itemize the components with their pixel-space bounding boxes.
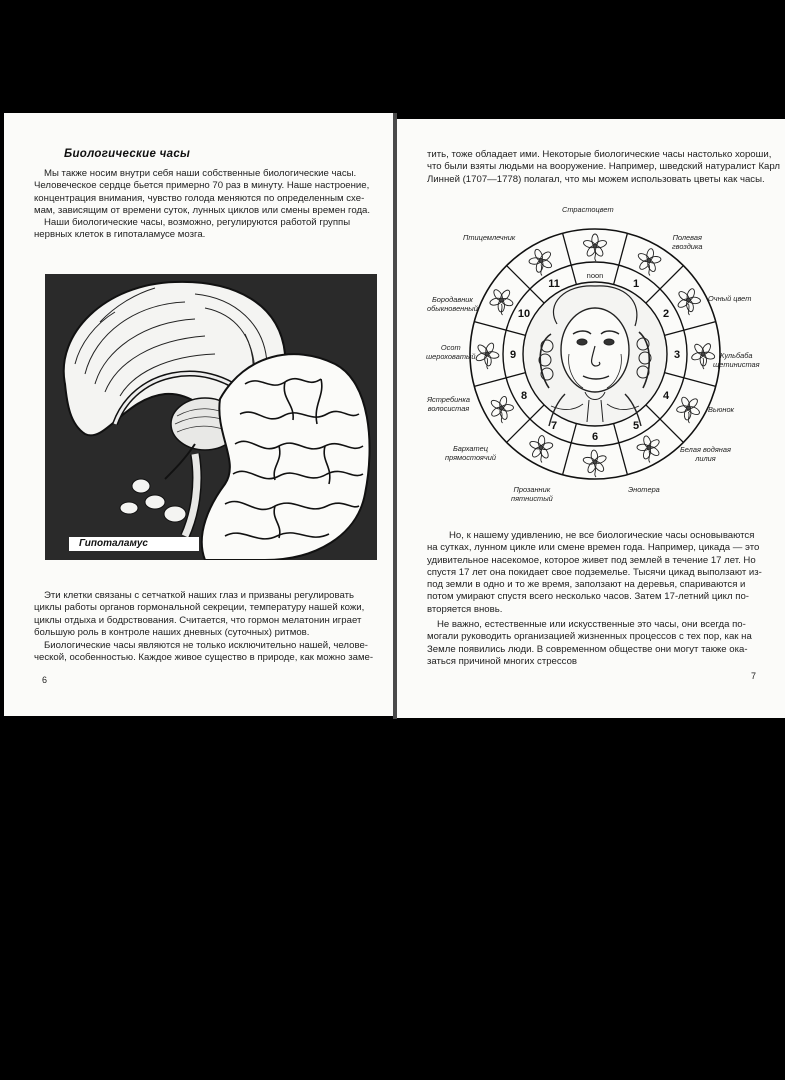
retina-paragraph [34, 590, 374, 639]
text-line: нервных клеток в гипоталамусе мозга. [34, 229, 206, 241]
caption-osot: Осот шероховатый [426, 343, 476, 361]
caption-barkhatets: Бархатец прямостоячий [445, 444, 496, 462]
clock-hour-number: 2 [662, 308, 670, 320]
text-line: Не важно, естественные или искусственные это часы, они всегда по- [437, 619, 746, 630]
page-number: 7 [751, 671, 757, 681]
text-line: Биологические часы являются не только исключительно нашей, челове- [44, 640, 368, 651]
brain-illustration [45, 274, 377, 560]
text-line: Земле появились люди. В современном обществе они могут также ока- [427, 643, 748, 655]
clock-hour-number: 6 [591, 431, 599, 443]
caption-kulbaba: Кульбаба щетинистая [713, 351, 760, 369]
caption-yastrebinka: Ястребинка волосистая [427, 395, 470, 413]
right-page [397, 119, 785, 718]
caption-ptitsemlechnik: Птицемлечник [463, 233, 516, 242]
text-line: циклы отдыха и бодрствования. Считается, что гормон мелатонин играет [34, 614, 362, 626]
text-line: заться причиной многих стрессов [427, 655, 578, 667]
clock-hour-number: 5 [632, 420, 640, 432]
image-label: Гипоталамус [69, 537, 199, 551]
caption-ochny-tsvet: Очный цвет [708, 294, 752, 303]
text-line: Человеческое сердце бьется примерно 70 раз в минуту. Наше настроение, [34, 180, 370, 192]
text-line: Эти клетки связаны с сетчаткой наших глаз и призваны регулировать [44, 590, 354, 601]
left-page [4, 113, 393, 716]
clock-hour-number: 7 [550, 420, 558, 432]
conclusion-paragraph [427, 619, 767, 668]
cicada-paragraph [427, 530, 767, 616]
text-line: ческой, особенностью. Каждое живое существо в природе, как можно заме- [34, 652, 374, 664]
clock-hour-number: 9 [509, 349, 517, 361]
page-number: 6 [42, 675, 48, 685]
caption-proznanik: Прозанник пятнистый [511, 485, 553, 503]
clock-hour-number: 11 [548, 278, 560, 290]
clock-hour-number: 3 [673, 349, 681, 361]
text-line: Но, к нашему удивлению, не все биологические часы основываются [449, 530, 755, 541]
text-line: могали руководить организацией жизненных процессов с тех пор, как на [427, 631, 752, 643]
text-line: под земли в одно и то же время, заползают на деревья, спариваются и [427, 579, 746, 591]
text-line: что были взяты людьми на вооружение. Например, шведский натуралист Карл [427, 161, 780, 173]
text-line: удивительное насекомое, которое живет под землей в течение 17 лет. Но [427, 554, 756, 566]
caption-enotera: Энотера [628, 485, 660, 494]
text-line: Мы также носим внутри себя наши собственные биологические часы. [44, 168, 357, 179]
section-heading: Биологические часы [64, 148, 191, 160]
clock-hour-number: 1 [632, 278, 640, 290]
text-line: потом умирают спустя всего несколько часов. Затем 17-летний цикл по- [427, 591, 749, 603]
living-beings-paragraph [34, 640, 374, 665]
brain-drawing [45, 274, 377, 560]
text-line: мам, зависящим от времени суток, лунных циклов или смены времен года. [34, 204, 371, 216]
noon-label: noon [586, 271, 604, 280]
clock-hour-number: 4 [662, 390, 670, 402]
text-line: вторяется вновь. [427, 603, 503, 615]
caption-borodavnik: Бородавник обыкновенный [427, 295, 478, 313]
caption-polevaya-gvozdika: Полевая гвоздика [672, 233, 703, 251]
caption-strastotsvet: Страстоцвет [562, 205, 614, 214]
clock-hour-number: 8 [520, 390, 528, 402]
text-line: циклы работы органов гормональной секреции, температуру нашей кожи, [34, 602, 365, 614]
text-line: Наши биологические часы, возможно, регулируются работой группы [44, 217, 351, 228]
caption-liliya: Белая водяная лилия [680, 445, 731, 463]
text-line: большую роль в контроле наших дневных (суточных) ритмов. [34, 626, 310, 638]
text-line: тить, тоже обладает ими. Некоторые биологические часы настолько хороши, [427, 149, 772, 160]
intro-paragraph [34, 168, 374, 217]
hypothalamus-paragraph [34, 217, 374, 242]
text-line: на сутках, лунном цикле или смене времен года. Например, цикада — это [427, 542, 760, 554]
caption-vyunok: Вьюнок [708, 405, 735, 414]
text-line: концентрация внимания, чувство голода меняются по определенным схе- [34, 192, 365, 204]
text-line: спустя 17 лет она покидает свое подземелье. Тысячи цикад выползают из- [427, 566, 762, 578]
text-line: Линней (1707—1778) полагал, что мы можем использовать цветы как часы. [427, 173, 765, 185]
clock-hour-number: 10 [517, 308, 531, 320]
flower-clock [397, 119, 785, 519]
